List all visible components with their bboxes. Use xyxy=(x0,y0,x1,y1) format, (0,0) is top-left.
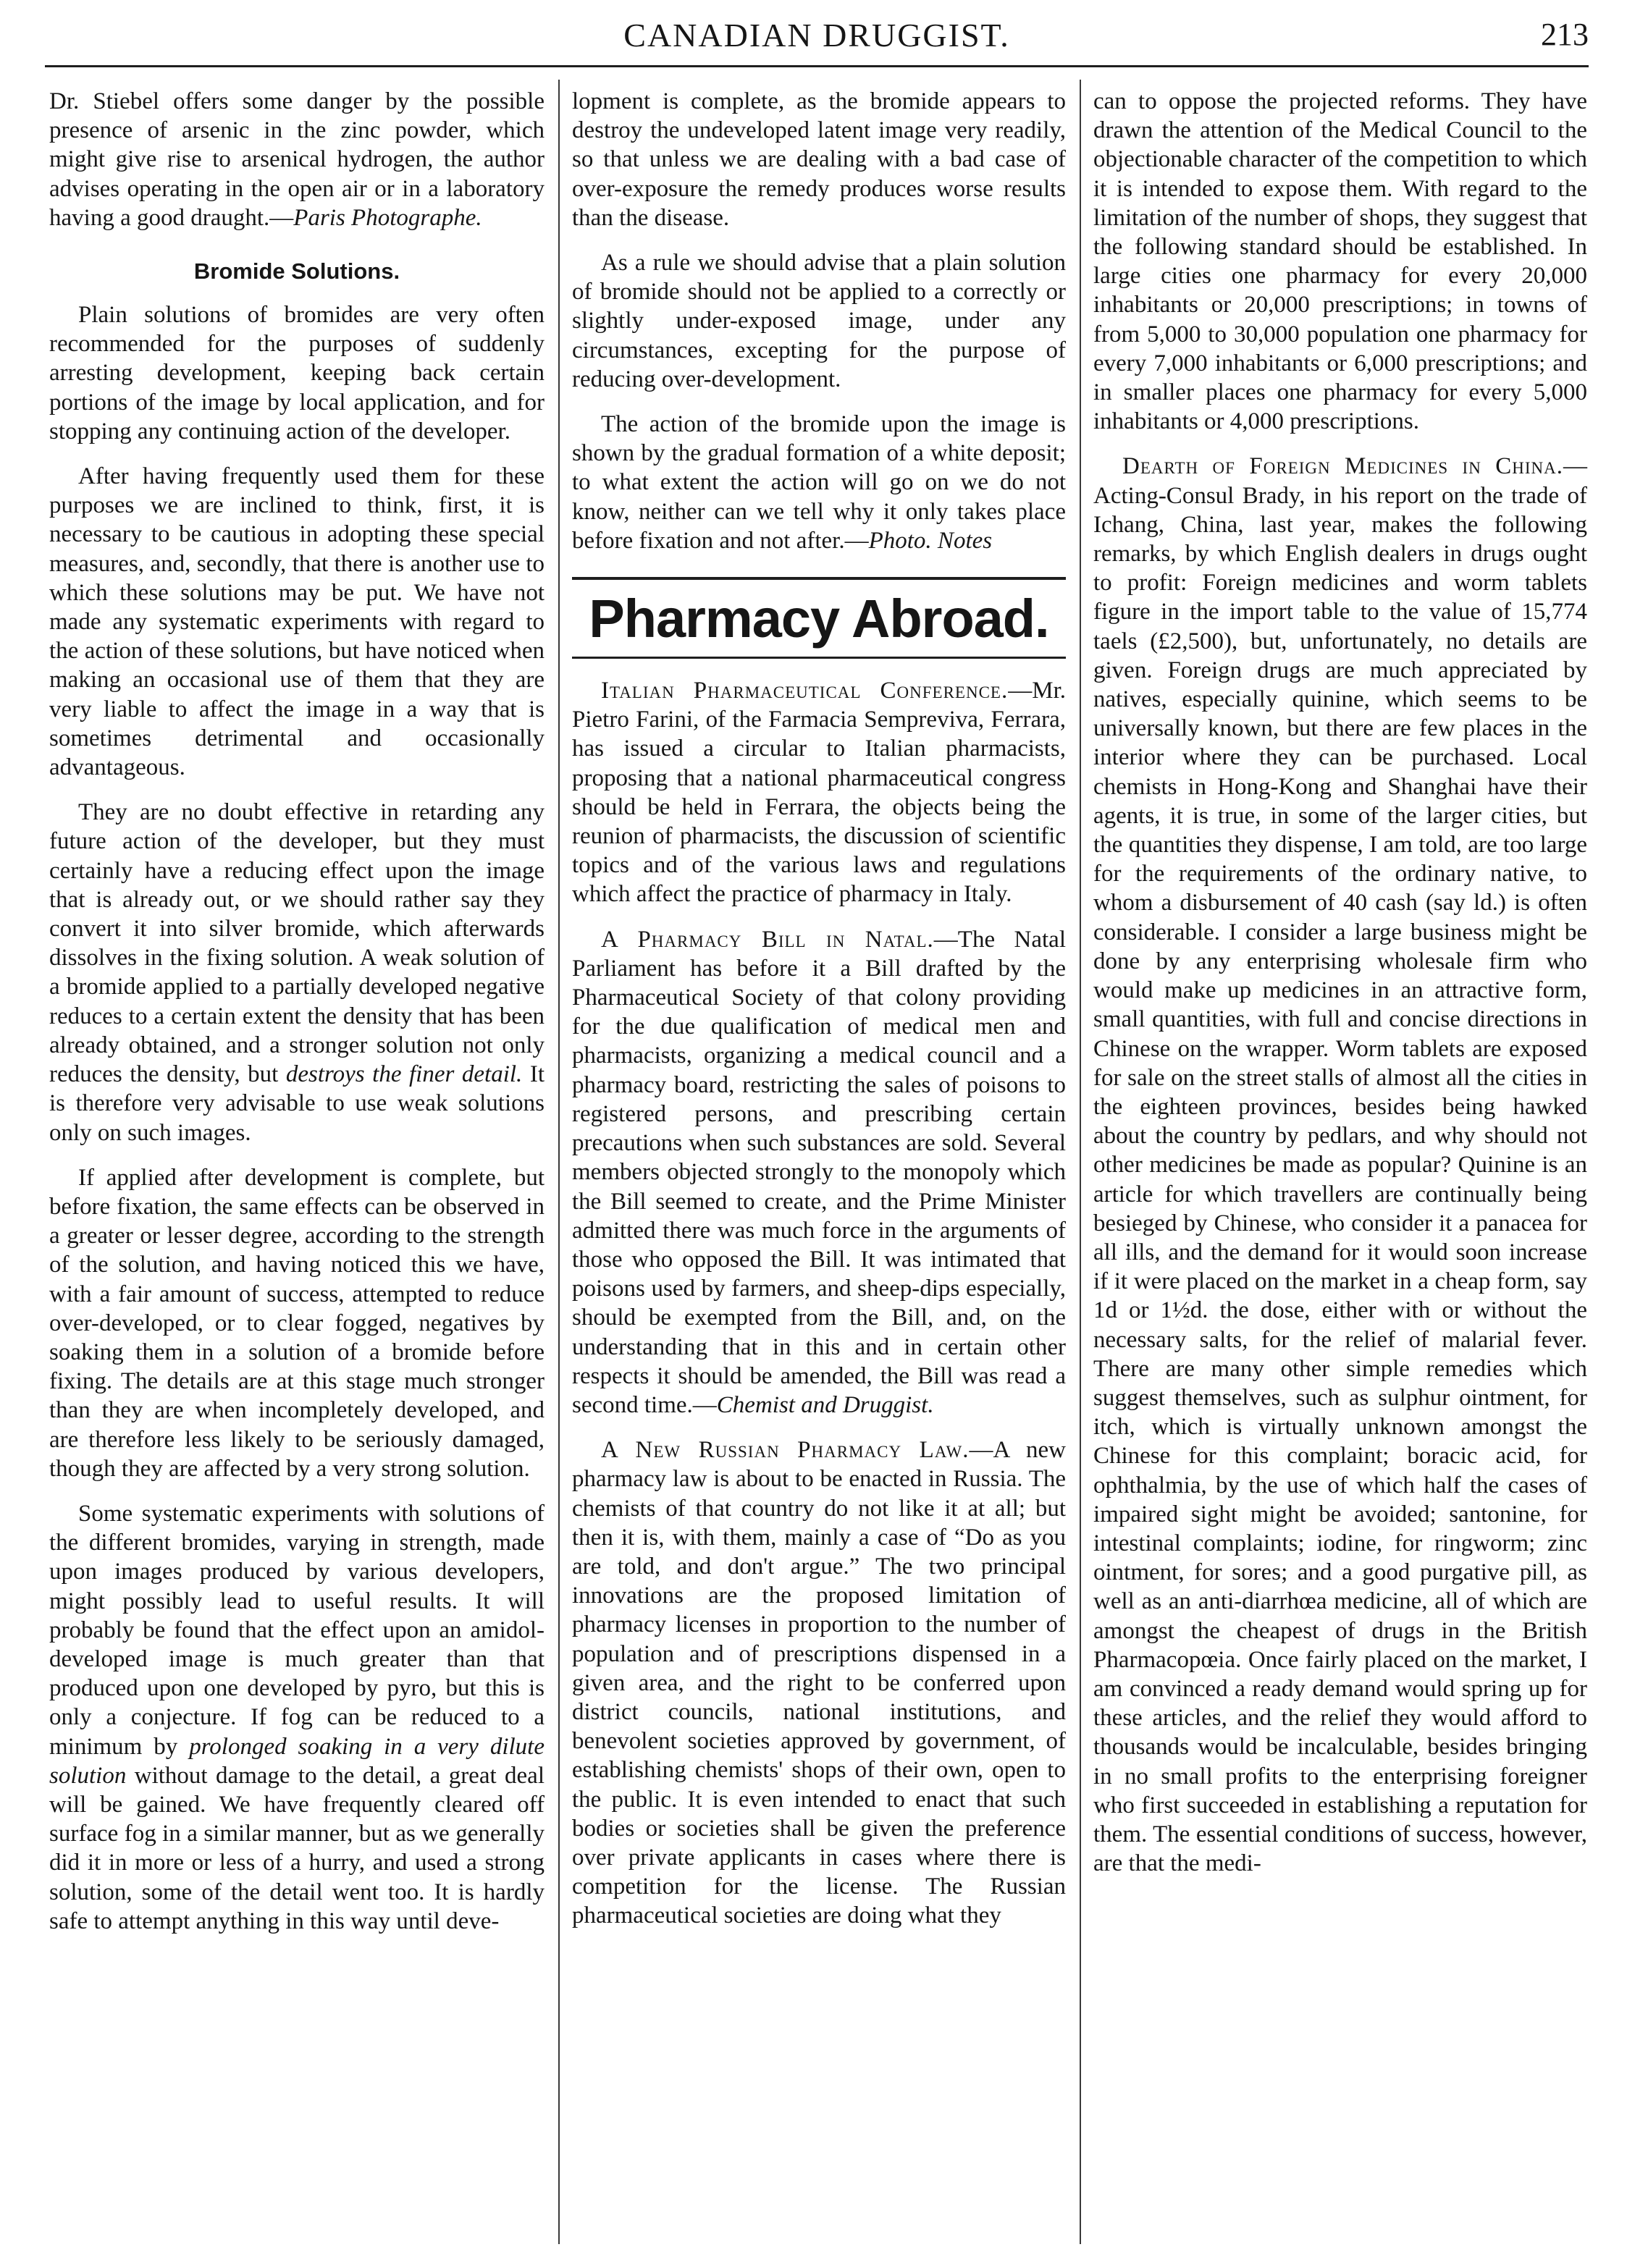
bromide-heading: Bromide Solutions. xyxy=(193,258,400,284)
column-rule-left xyxy=(558,80,560,2244)
page-number: 213 xyxy=(1541,17,1589,52)
natal-bill-item xyxy=(572,925,1066,1420)
column-rule-right xyxy=(1080,80,1081,2244)
italian-conference-item xyxy=(572,676,1066,909)
natal-bill-title: A Pharmacy Bill in Natal. xyxy=(601,926,934,953)
bromide-paragraph-3 xyxy=(49,798,545,1147)
bromide-continued-2: As a rule we should advise that a plain solution of bromide should not be applied to a correctly or slightly under-exposed image, under any circumstances, excepting for the purpose of reducing over-development. xyxy=(572,250,1066,392)
page-header xyxy=(45,14,1589,67)
column-1 xyxy=(49,87,545,1952)
china-medicines-title: Dearth of Foreign Medicines in China. xyxy=(1122,453,1563,480)
bromide-paragraph-1: Plain solutions of bromides are very often recommended for the purposes of suddenly arresting development, keeping back certain portions of the image by local application, and for stopping any continuing action of the developer. xyxy=(49,302,545,444)
bromide-p5-text-a: Some systematic experiments with solutions of the different bromides, varying in strength, made upon images produced by various developers, might possibly lead to useful results. It will probably be found that the effect upon an amidol-developed image is much greater than that produced upon one developed by pyro, but this is only a conjecture. If fog can be reduced to a minimum by xyxy=(49,1500,545,1760)
running-title: CANADIAN DRUGGIST. xyxy=(623,17,1010,54)
intro-text: Dr. Stiebel offers some danger by the possible presence of arsenic in the zinc powder, which might give rise to arsenical hydrogen, the author advises operating in the open air or in a laboratory having a good draught.— xyxy=(49,88,545,231)
china-medicines-item xyxy=(1093,452,1587,1878)
section-banner xyxy=(572,577,1066,659)
russian-law-body: —A new pharmacy law is about to be enacted in Russia. The chemists of that country do not like it at all; but then it is, with them, mainly a case of “Do as you are told, and don't argue.” The two principal innovations are the proposed limitation of pharmacy licenses in proportion to the number of population and of prescriptions dispensed in a given area, and the right to be conferred upon district councils, national institutions, and benevolent societies approved by government, of establishing chemists' shops of their own, open to the public. It is even intended to enact that such bodies or societies shall be given the preference over private applicants in cases where there is competition for the license. The Russian pharmaceutical societies are doing what they xyxy=(572,1437,1066,1929)
column-2 xyxy=(572,87,1066,1947)
italian-conference-title: Italian Pharmaceutical Conference. xyxy=(601,678,1009,704)
bromide-p5-text-b: without damage to the detail, a great deal will be gained. We have frequently cleared off surface fog in a similar manner, but as we generally did it in more or less of a hurry, and used a strong solution, some of the detail went too. It is hardly safe to attempt anything in this way until deve- xyxy=(49,1762,545,1934)
bromide-paragraph-2: After having frequently used them for these purposes we are inclined to think, first, it is necessary to be cautious in adopting these special measures, and, secondly, that there is another use to which these solutions may be put. We have not made any systematic experiments with regard to the action of these solutions, but have noticed when making an occasional use of them that they are very liable to affect the image in a way that is sometimes detrimental and occasionally advantageous. xyxy=(49,463,545,781)
bromide-p3-text-a: They are no doubt effective in retarding any future action of the developer, but they must certainly have a reducing effect upon the image that is already out, or we should rather say they convert it into silver bromide, which afterwards dissolves in the fixing solution. A weak solution of a bromide applied to a partially developed negative reduces to a certain extent the density that has been already obtained, and a stronger solution not only reduces the density, but xyxy=(49,799,545,1088)
natal-bill-body: —The Natal Parliament has before it a Bill drafted by the Pharmaceutical Society of that colony providing for the due qualification of medical men and pharmacists, organizing a medical council and a pharmacy board, restricting the sales of poisons to registered persons, and prescribing certain precautions when such substances are sold. Several members objected strongly to the monopoly which the Bill seemed to create, and the Prime Minister admitted there was much force in the arguments of those who opposed the Bill. It was intimated that poisons used by farmers, and sheep-dips especially, should be exempted from the Bill, and, on the understanding that in this and in certain other respects it should be amended, the Bill was read a second time.— xyxy=(572,926,1066,1418)
intro-paragraph xyxy=(49,87,545,232)
bromide-paragraph-5 xyxy=(49,1499,545,1936)
russian-law-item xyxy=(572,1436,1066,1930)
bromide-p5-emphasis: prolonged soaking in a very dilute solution xyxy=(49,1733,545,1789)
bromide-c3-text: The action of the bromide upon the image is shown by the gradual formation of a white deposit; to what extent the action will go on we do not know, neither can we tell why it only takes place before fixation and not after.— xyxy=(572,411,1066,554)
italian-conference-body: —Mr. Pietro Farini, of the Farmacia Semprevivа, Ferrara, has issued a circular to Italian pharmacists, proposing that a national pharmaceutical congress should be held in Ferrara, the objects being the reunion of pharmacists, the discussion of scientific topics and of the various laws and regulations which affect the practice of pharmacy in Italy. xyxy=(572,678,1066,908)
russian-law-continued: can to oppose the projected reforms. They have drawn the attention of the Medical Council to the objectionable character of the competition to which it is intended to expose them. With regard to the limitation of the number of shops, they suggest that the following standard should be established. In large cities one pharmacy for every 20,000 inhabitants or 20,000 prescriptions; in towns of from 5,000 to 30,000 population one pharmacy for every 7,000 inhabitants or 6,000 prescriptions; and in smaller places one pharmacy for every 5,000 inhabitants or 4,000 prescriptions. xyxy=(1093,88,1587,435)
china-medicines-body: —Acting-Consul Brady, in his report on the trade of Ichang, China, last year, makes the following remarks, by which English dealers in drugs ought to profit: Foreign medicines and worm tablets figure in the import table to the value of 15,774 taels (£2,500), but, unfortunately, no details are given. Foreign drugs are much appreciated by natives, especially quinine, which seems to be universally known, but there are few places in the interior where they can be purchased. Local chemists in Hong-Kong and Shanghai have their agents, it is true, in some of the larger cities, but the quantities they dispense, I am told, are too large for the requirements of the ordinary native, to whom a disbursement of 40 cash (say ld.) is often considerable. I consider a large business might be done by any enterprising wholesale firm who would make up medicines in an attractive form, small quantities, with full and concise directions in Chinese on the wrapper. Worm tablets are exposed for sale on the street stalls of almost all the cities in the eighteen provinces, besides being hawked about the country by pedlars, and why should not other medicines be made as popular? Quinine is an article for which travellers are continually being besieged by Chinese, who consider it a panacea for all ills, and the demand for it would soon increase if it were placed on the market in a cheap form, say 1d or 1½d. the dose, either with or without the necessary salts, for the relief of malarial fever. There are many other simple remedies which suggest themselves, such as sulphur ointment, for itch, which is virtually unknown amongst the Chinese for this complaint; boracic acid, for ophthalmia, by the use of which half the cases of impaired sight might be avoided; santonine, for intestinal complaints; iodine, for ringworm; zinc ointment, for sores; and a good purgative pill, as well as an anti-diarrhœa medicine, all of which are amongst the cheapest of drugs in the British Pharmacopœia. Once fairly placed on the market, I am convinced a ready demand would spring up for these articles, and the relief they would afford to thousands would be incalculable, besides bringing in no small profits to the enterprising foreigner who first succeeded in establishing a reputation for them. The essential conditions of success, however, are that the medi- xyxy=(1093,453,1587,1877)
natal-bill-source: Chemist and Druggist. xyxy=(716,1391,934,1418)
column-3 xyxy=(1093,87,1587,1894)
bromide-continued-3 xyxy=(572,410,1066,555)
bromide-c3-source: Photo. Notes xyxy=(868,527,993,554)
section-title: Pharmacy Abroad. xyxy=(589,589,1049,649)
intro-source: Paris Photographe. xyxy=(293,204,482,231)
russian-law-title: A New Russian Pharmacy Law. xyxy=(601,1437,970,1464)
bromide-continued-1: lopment is complete, as the bromide appears to destroy the undeveloped latent image very readily, so that unless we are dealing with a bad case of over-exposure the remedy produces worse results than the disease. xyxy=(572,88,1066,231)
bromide-p3-text-b: It is therefore very advisable to use weak solutions only on such images. xyxy=(49,1061,545,1146)
bromide-p3-emphasis: destroys the finer detail. xyxy=(285,1061,523,1088)
bromide-paragraph-4: If applied after development is complete, but before fixation, the same effects can be observed in a greater or lesser degree, according to the strength of the solution, and having noticed this we have, with a fair amount of success, attempted to reduce over-developed, or to clear fogged, negatives by soaking them in a solution of a bromide before fixing. The details are at this stage much stronger than they are when incompletely developed, and are therefore less likely to be seriously damaged, though they are affected by a very strong solution. xyxy=(49,1164,545,1482)
